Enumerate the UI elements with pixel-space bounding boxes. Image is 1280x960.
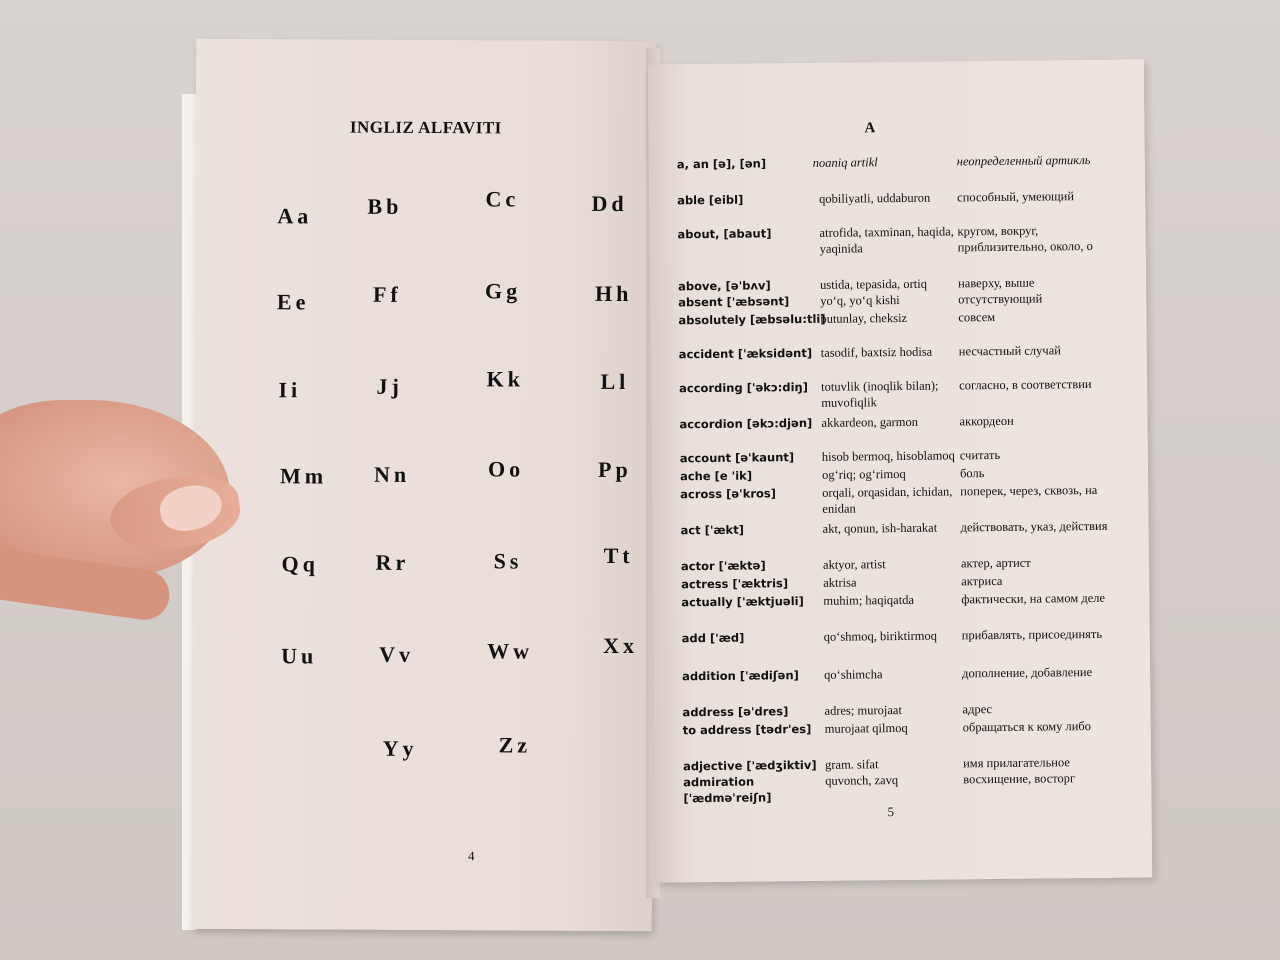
entry-uzbek: yo‘q, yo‘q kishi: [820, 292, 900, 308]
entry-uzbek: qo‘shimcha: [824, 667, 883, 682]
letter-jj: Jj: [376, 373, 403, 399]
letter-zz: Zz: [498, 732, 532, 758]
entry-uzbek: tasodif, baxtsiz hodisa: [820, 344, 933, 360]
letter-ll: Ll: [600, 368, 630, 395]
dictionary-entry: [650, 273, 1146, 294]
entry-russian: дополнение, добавление: [962, 664, 1093, 681]
entry-russian: имя прилагательное: [962, 755, 1070, 771]
section-letter-heading: A: [864, 120, 876, 137]
letter-ff: Ff: [372, 281, 402, 307]
entry-russian: действовать, указ, действия: [960, 518, 1108, 535]
entry-russian: считать: [959, 447, 1001, 463]
entry-word: above, [ə'bʌv]: [677, 278, 771, 294]
entry-word: ache [e 'ik]: [679, 468, 753, 484]
entry-russian: фактически, на самом деле: [961, 590, 1106, 607]
entry-word: admiration ['ædmə'reiʃn]: [683, 774, 772, 806]
letter-gg: Gg: [484, 278, 522, 304]
dictionary-entry: [649, 187, 1145, 208]
entry-uzbek: murojaat qilmoq: [824, 720, 908, 736]
dictionary-entry: [651, 411, 1147, 432]
letter-ww: Ww: [487, 638, 534, 664]
entry-uzbek: qobiliyatli, uddaburon: [819, 190, 931, 206]
entry-uzbek: og‘riq; og‘rimoq: [821, 466, 906, 482]
entry-uzbek: quvonch, zavq: [825, 773, 899, 788]
entry-uzbek: muhim; haqiqatda: [823, 592, 915, 608]
entry-word: accident ['æksidənt]: [678, 345, 813, 362]
entry-russian: неопределенный артикль: [956, 152, 1091, 169]
entry-word: accordion [əkɔ:djən]: [679, 415, 813, 432]
dictionary-entry: [654, 699, 1150, 720]
letter-kk: Kk: [486, 366, 524, 392]
entry-russian: совсем: [958, 309, 996, 325]
entry-russian: адрес: [962, 702, 993, 717]
entry-russian: восхищение, восторг: [963, 771, 1076, 787]
letter-vv: Vv: [379, 641, 415, 667]
entry-word: absolutely [æbsəlu:tli]: [678, 311, 826, 328]
page-number-right: 5: [887, 804, 895, 820]
entry-russian: способный, умеющий: [957, 189, 1075, 205]
entry-word: addition ['ædiʃən]: [682, 668, 799, 684]
dictionary-entry: [651, 341, 1147, 362]
entry-word: act ['ækt]: [680, 522, 744, 538]
alphabet-title: INGLIZ ALFAVITI: [349, 117, 502, 138]
dictionary-entry: [653, 517, 1149, 538]
dictionary-entry: [649, 221, 1145, 256]
entry-russian: несчастный случай: [958, 343, 1061, 359]
entry-russian: прибавлять, присоединять: [961, 626, 1103, 643]
letter-nn: Nn: [373, 461, 411, 487]
entry-uzbek: akt, qonun, ish-harakat: [822, 520, 938, 536]
letter-xx: Xx: [603, 632, 639, 659]
entry-russian: согласно, в соответствии: [959, 376, 1092, 393]
entry-uzbek: aktrisa: [823, 575, 857, 590]
letter-qq: Qq: [281, 551, 320, 577]
entry-uzbek: qo‘shmoq, biriktirmoq: [823, 628, 938, 644]
letter-aa: Aa: [277, 203, 313, 229]
entry-uzbek: akkardeon, garmon: [821, 414, 919, 430]
letter-rr: Rr: [375, 549, 410, 575]
dictionary-entry: [652, 445, 1148, 466]
entry-word: actually ['æktjuəli]: [681, 594, 804, 610]
dictionary-entry: [649, 151, 1145, 172]
entry-word: to address [tədr'es]: [682, 721, 812, 738]
letter-uu: Uu: [281, 643, 318, 669]
entry-russian: наверху, выше: [957, 275, 1035, 291]
entry-uzbek: aktyor, artist: [822, 557, 886, 572]
dictionary-entry: [651, 375, 1147, 410]
dictionary-entry: [653, 553, 1149, 574]
entry-russian: актриса: [961, 573, 1003, 589]
entry-russian: боль: [959, 466, 985, 481]
dictionary-entry: [654, 625, 1150, 646]
entry-word: across [ə'kros]: [680, 486, 777, 502]
entry-uzbek: hisob bermoq, hisoblamoq: [821, 448, 955, 464]
entry-uzbek: orqali, orqasidan, ichidan, enidan: [822, 484, 953, 516]
letter-ee: Ee: [276, 289, 310, 315]
letter-bb: Bb: [367, 193, 403, 219]
entry-russian: кругом, вокруг, приблизительно, около, о: [957, 223, 1093, 255]
entry-word: add ['æd]: [681, 630, 745, 646]
entry-word: actress ['æktris]: [681, 576, 789, 592]
entry-uzbek: totuvlik (inoqlik bilan); muvofiqlik: [821, 378, 939, 410]
entry-uzbek: ustida, tepasida, ortiq: [819, 276, 928, 292]
entry-word: about, [abaut]: [677, 226, 772, 242]
letter-tt: Tt: [603, 542, 634, 569]
entry-russian: актер, артист: [960, 555, 1031, 571]
page-number-left: 4: [468, 848, 475, 864]
dictionary-entry: [655, 753, 1151, 774]
entry-uzbek: butunlay, cheksiz: [820, 310, 908, 326]
entry-russian: аккордеон: [959, 413, 1014, 429]
entry-uzbek: atrofida, taxminan, haqida, yaqinida: [819, 224, 954, 256]
entry-word: a, an [ə], [ən]: [676, 156, 767, 172]
right-page: [648, 59, 1153, 882]
entry-uzbek: gram. sifat: [824, 757, 879, 772]
letter-mm: Mm: [279, 463, 328, 489]
entry-word: actor ['æktə]: [680, 558, 766, 574]
entry-word: able [eibl]: [677, 192, 744, 208]
letter-ss: Ss: [493, 548, 523, 574]
letter-oo: Oo: [488, 456, 525, 482]
letter-cc: Cc: [485, 186, 520, 212]
letter-dd: Dd: [591, 190, 628, 217]
letter-ii: Ii: [278, 377, 302, 403]
entry-russian: поперек, через, сквозь, на: [960, 482, 1098, 499]
entry-word: address [ə'dres]: [682, 704, 789, 720]
entry-word: absent ['æbsənt]: [678, 294, 790, 310]
letter-pp: Pp: [598, 456, 632, 483]
letter-hh: Hh: [594, 280, 633, 307]
entry-uzbek: adres; murojaat: [824, 702, 902, 718]
letter-yy: Yy: [382, 735, 418, 761]
entry-russian: отсутствующий: [958, 291, 1043, 307]
entry-russian: обращаться к кому либо: [962, 719, 1092, 735]
entry-word: adjective ['ædʒiktiv]: [683, 757, 817, 774]
entry-word: according ['əkɔ:diŋ]: [679, 379, 809, 396]
entry-uzbek: noaniq artikl: [812, 155, 878, 170]
left-page: [192, 39, 657, 931]
entry-word: account [ə'kaunt]: [679, 450, 795, 466]
dictionary-entry: [654, 663, 1150, 684]
